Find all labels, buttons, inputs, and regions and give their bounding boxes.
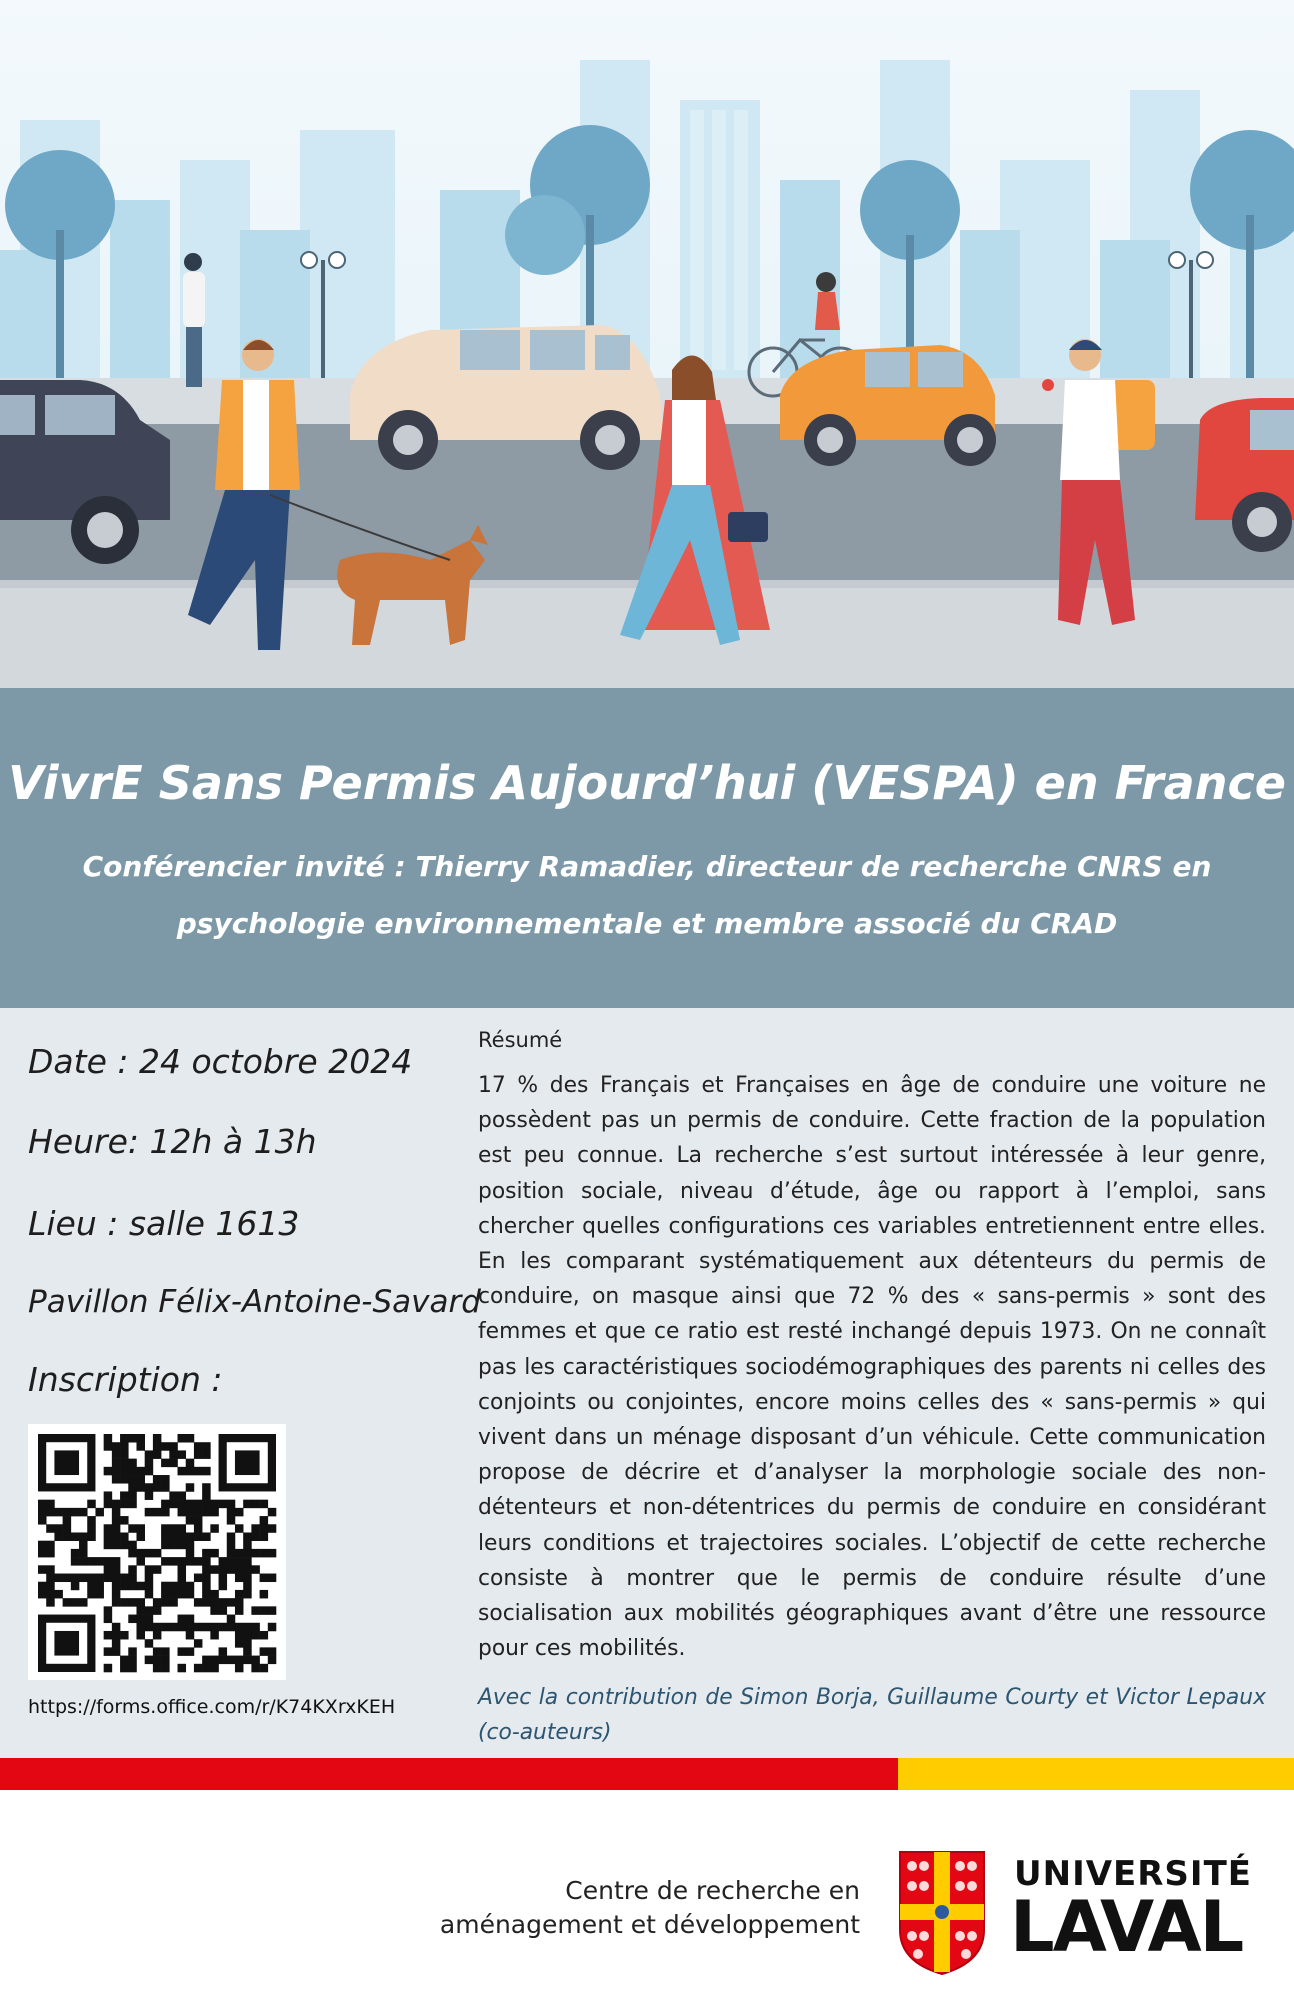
crad-name-line1: Centre de recherche en — [565, 1876, 860, 1905]
abstract-body: 17 % des Français et Françaises en âge de conduire une voiture ne possèdent pas un permis de conduire. Cette fraction de la population est peu connue. La recherche s’est surtout intéressée à leur genre, position sociale, niveau d’étude, âge ou rapport à l’emploi, sans chercher quelles configurations ces variables entretiennent entre elles. En les comparant systématiquement aux détenteurs du permis de conduire, on masque ainsi que 72 % des « sans-permis » sont des femmes et que ce ratio est resté inchangé depuis 1973. On ne connaît pas les caractéristiques sociodémographiques des parents ni celles des conjoints ou conjointes, encore moins celles des « sans-permis » qui vivent dans un ménage disposant d’un véhicule. Cette communication propose de décrire et d’analyser la morphologie sociale des non-détenteurs et non-détentrices du permis de conduire en considérant leurs conditions et trajectoires sociales. L’objectif de cette recherche consiste à montrer que le permis de conduire résulte d’une socialisation aux mobilités géographiques avant d’être une ressource pour ces mobilités. — [478, 1073, 1266, 1662]
event-location: Lieu : salle 1613 — [28, 1204, 300, 1243]
event-date: Date : 24 octobre 2024 — [28, 1042, 413, 1081]
registration-qr-code[interactable] — [28, 1424, 286, 1680]
event-time: Heure: 12h à 13h — [28, 1122, 317, 1161]
crad-name — [410, 1874, 860, 1942]
event-building: Pavillon Félix-Antoine-Savard — [28, 1284, 481, 1320]
hero-illustration — [0, 0, 1294, 688]
event-title: VivrE Sans Permis Aujourd’hui (VESPA) en France — [8, 756, 1286, 810]
university-name-bottom: LAVAL — [1010, 1886, 1243, 1968]
title-band — [0, 688, 1294, 1008]
crad-name-line2: aménagement et développement — [439, 1910, 860, 1939]
abstract-heading: Résumé — [478, 1028, 563, 1052]
registration-url[interactable]: https://forms.office.com/r/K74KXrxKEH — [28, 1696, 396, 1718]
abstract — [478, 1028, 1266, 1750]
yellow-stripe — [898, 1758, 1294, 1790]
red-stripe — [0, 1758, 898, 1790]
contribution-note: Avec la contribution de Simon Borja, Guillaume Courty et Victor Lepaux (co-auteurs) — [478, 1685, 1266, 1746]
university-name-top: UNIVERSITÉ — [1014, 1854, 1252, 1894]
info-section — [0, 1008, 1294, 1758]
speaker-line: Conférencier invité : Thierry Ramadier, directeur de recherche CNRS en psychologie environnementale et membre associé du CRAD — [82, 850, 1212, 940]
registration-label: Inscription : — [28, 1360, 223, 1399]
university-shield-icon — [898, 1850, 986, 1976]
man-phone-background — [183, 253, 205, 387]
